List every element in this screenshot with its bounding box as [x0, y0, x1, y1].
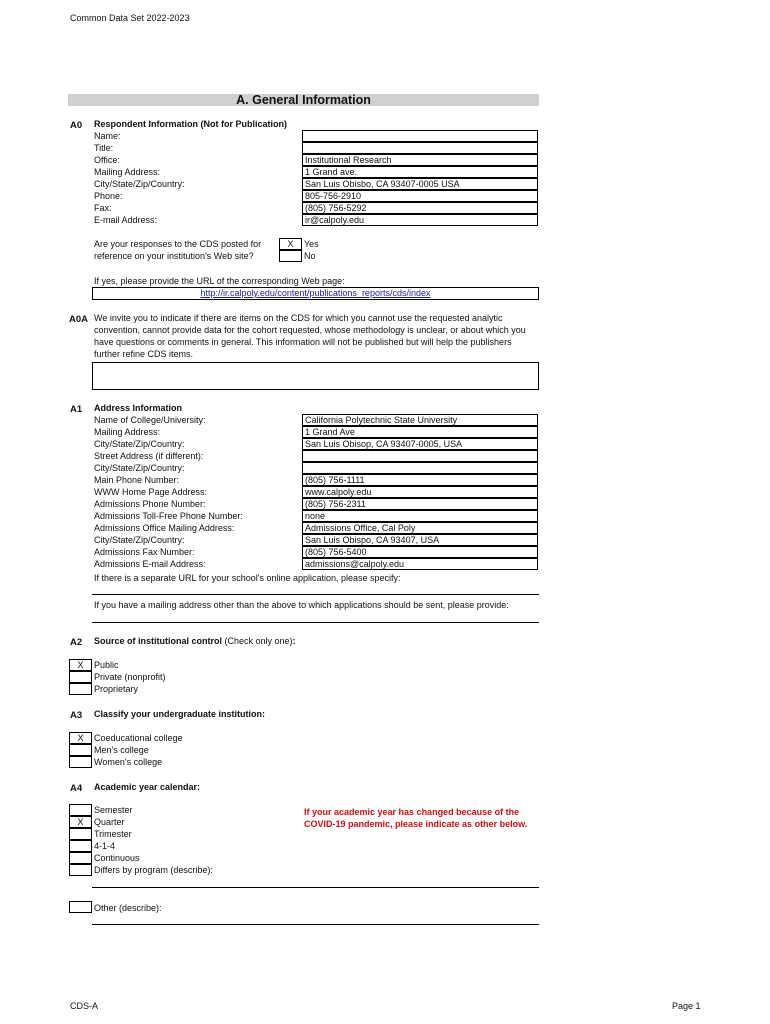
- a1-field-label: City/State/Zip/Country:: [94, 439, 185, 449]
- a0-field-value[interactable]: [302, 142, 538, 154]
- a0-url-box: [92, 287, 539, 300]
- a0-field-value[interactable]: San Luis Obisbo, CA 93407-0005 USA: [302, 178, 538, 190]
- a4-option-label: Semester: [94, 805, 133, 815]
- a1-field-label: Admissions Office Mailing Address:: [94, 523, 235, 533]
- a0-field-label: City/State/Zip/Country:: [94, 179, 185, 189]
- a1-heading: Address Information: [94, 403, 183, 413]
- a2-option-label: Proprietary: [94, 684, 139, 694]
- covid-note-line2: COVID-19 pandemic, please indicate as other below.: [304, 819, 528, 829]
- a1-field-value[interactable]: www.calpoly.edu: [302, 486, 538, 498]
- a4-option-label: Quarter: [94, 817, 125, 827]
- a1-online-app-prompt: If there is a separate URL for your school's online application, please specify:: [94, 573, 401, 583]
- a1-field-label: Admissions Fax Number:: [94, 547, 195, 557]
- a1-field-label: Main Phone Number:: [94, 475, 180, 485]
- a0-url-prompt: If yes, please provide the URL of the corresponding Web page:: [94, 276, 345, 286]
- a1-field-value[interactable]: (805) 756-2311: [302, 498, 538, 510]
- a3-option-label: Women's college: [94, 757, 163, 767]
- a0a-line2: convention, cannot provide data for the cohort requested, whose methodology is unclear, or about which you: [94, 325, 526, 335]
- a0-field-value[interactable]: 1 Grand ave.: [302, 166, 538, 178]
- a1-mailing-line: [92, 622, 539, 623]
- a1-field-label: Admissions E-mail Address:: [94, 559, 206, 569]
- a4-option-label: 4-1-4: [94, 841, 116, 851]
- a1-field-value[interactable]: California Polytechnic State University: [302, 414, 538, 426]
- a1-field-label: City/State/Zip/Country:: [94, 535, 185, 545]
- a0-field-label: Fax:: [94, 203, 112, 213]
- a1-field-value[interactable]: San Luis Obispo, CA 93407, USA: [302, 534, 538, 546]
- a2-option-checkbox[interactable]: [69, 683, 92, 695]
- a4-option-label: Continuous: [94, 853, 140, 863]
- a3-option-checkbox[interactable]: [69, 756, 92, 768]
- a1-field-value[interactable]: 1 Grand Ave: [302, 426, 538, 438]
- a0-field-label: E-mail Address:: [94, 215, 158, 225]
- a3-code: A3: [70, 710, 83, 721]
- a1-online-app-line: [92, 594, 539, 595]
- a4-option-checkbox[interactable]: [69, 828, 92, 840]
- a1-field-value[interactable]: San Luis Obisop, CA 93407-0005, USA: [302, 438, 538, 450]
- a2-heading-colon: :: [292, 636, 296, 646]
- a4-option-checkbox[interactable]: [69, 864, 92, 876]
- a0-field-value[interactable]: (805) 756-5292: [302, 202, 538, 214]
- a1-field-label: Mailing Address:: [94, 427, 161, 437]
- a4-heading: Academic year calendar:: [94, 782, 201, 792]
- a0a-line1: We invite you to indicate if there are items on the CDS for which you cannot use the requested analytic: [94, 313, 503, 323]
- a0a-line3: have questions or comments in general. This information will not be published but will help the publishers: [94, 337, 512, 347]
- a1-field-value[interactable]: [302, 462, 538, 474]
- a4-other-checkbox[interactable]: [69, 901, 92, 913]
- a0a-code: A0A: [69, 314, 89, 325]
- a1-field-value[interactable]: (805) 756-1111: [302, 474, 538, 486]
- covid-note-line1: If your academic year has changed because of the: [304, 807, 520, 817]
- a1-code: A1: [70, 404, 83, 415]
- a2-heading: Source of institutional control: [94, 636, 222, 646]
- a0a-line4: further refine CDS items.: [94, 349, 194, 359]
- a1-mailing-prompt: If you have a mailing address other than the above to which applications should be sent, please provide:: [94, 600, 509, 610]
- footer-right: Page 1: [672, 1001, 701, 1011]
- document-title: Common Data Set 2022-2023: [70, 13, 190, 23]
- a0-question-line2: reference on your institution's Web site?: [94, 251, 254, 261]
- a2-code: A2: [70, 637, 83, 648]
- a4-option-checkbox[interactable]: [69, 852, 92, 864]
- a4-other-label: Other (describe):: [94, 903, 162, 913]
- a3-option-label: Men's college: [94, 745, 149, 755]
- cds-web-link[interactable]: http://ir.calpoly.edu/content/publications_reports/cds/index: [200, 288, 431, 298]
- a3-option-checkbox[interactable]: [69, 744, 92, 756]
- section-title: A. General Information: [236, 93, 371, 107]
- a0-field-label: Phone:: [94, 191, 123, 201]
- a2-heading-note: (Check only one): [224, 636, 293, 646]
- a2-heading-wrap: [94, 635, 296, 647]
- a4-option-checkbox[interactable]: [69, 840, 92, 852]
- a1-field-value[interactable]: admissions@calpoly.edu: [302, 558, 538, 570]
- a4-option-checkbox[interactable]: X: [69, 816, 92, 828]
- a1-field-value[interactable]: [302, 450, 538, 462]
- a4-code: A4: [70, 783, 83, 794]
- a0a-comment-box[interactable]: [92, 362, 539, 390]
- a1-field-label: Admissions Phone Number:: [94, 499, 206, 509]
- a0-field-label: Name:: [94, 131, 121, 141]
- a4-option-label: Trimester: [94, 829, 132, 839]
- a1-field-label: Street Address (if different):: [94, 451, 204, 461]
- a2-option-checkbox[interactable]: X: [69, 659, 92, 671]
- a3-option-label: Coeducational college: [94, 733, 183, 743]
- a0-field-value[interactable]: [302, 130, 538, 142]
- a3-option-checkbox[interactable]: X: [69, 732, 92, 744]
- a1-field-label: Admissions Toll-Free Phone Number:: [94, 511, 243, 521]
- a4-differs-line: [92, 887, 539, 888]
- a1-field-value[interactable]: (805) 756-5400: [302, 546, 538, 558]
- a1-field-label: City/State/Zip/Country:: [94, 463, 185, 473]
- a0-field-label: Mailing Address:: [94, 167, 161, 177]
- a0-code: A0: [70, 120, 83, 131]
- a0-field-value[interactable]: Institutional Research: [302, 154, 538, 166]
- a0-heading: Respondent Information (Not for Publication): [94, 119, 287, 129]
- a3-heading: Classify your undergraduate institution:: [94, 709, 266, 719]
- a0-field-value[interactable]: ir@calpoly.edu: [302, 214, 538, 226]
- a0-yes-checkbox[interactable]: X: [279, 238, 302, 250]
- a0-no-label: No: [304, 251, 316, 261]
- a0-question-line1: Are your responses to the CDS posted for: [94, 239, 262, 249]
- a0-yes-label: Yes: [304, 239, 319, 249]
- a1-field-label: WWW Home Page Address:: [94, 487, 208, 497]
- section-banner: [68, 94, 539, 106]
- a4-other-line: [92, 924, 539, 925]
- a4-option-label: Differs by program (describe):: [94, 865, 213, 875]
- a4-option-checkbox[interactable]: [69, 804, 92, 816]
- a2-option-label: Private (nonprofit): [94, 672, 166, 682]
- a1-field-value[interactable]: none: [302, 510, 538, 522]
- a0-field-value[interactable]: 805-756-2910: [302, 190, 538, 202]
- a2-option-label: Public: [94, 660, 119, 670]
- a1-field-label: Name of College/University:: [94, 415, 206, 425]
- a0-field-label: Title:: [94, 143, 114, 153]
- a0-field-label: Office:: [94, 155, 120, 165]
- a1-field-value[interactable]: Admissions Office, Cal Poly: [302, 522, 538, 534]
- a2-option-checkbox[interactable]: [69, 671, 92, 683]
- a0-no-checkbox[interactable]: [279, 250, 302, 262]
- footer-left: CDS-A: [70, 1001, 99, 1011]
